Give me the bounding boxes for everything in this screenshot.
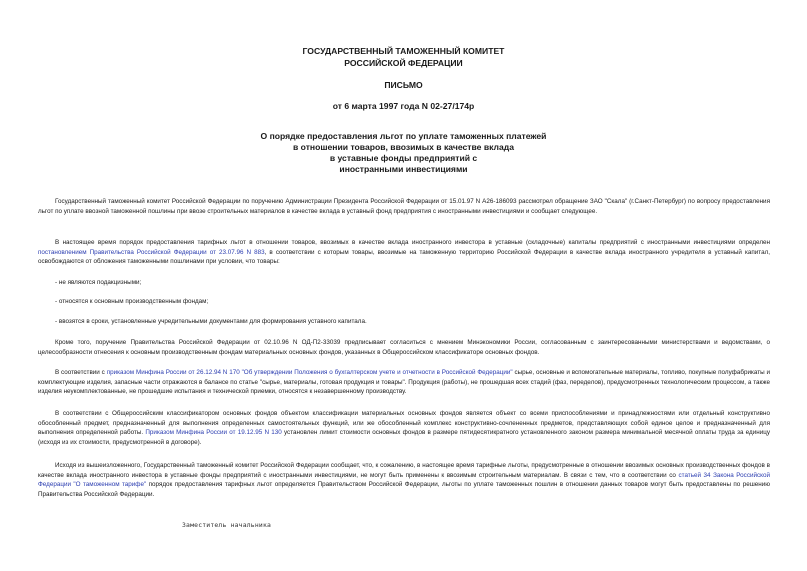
- document-title-line-4: иностранными инвестициями: [339, 164, 468, 174]
- paragraph-4-text-b: сырье, основные и вспомогательные материалы, топливо, покупные полуфабрикаты и комплектующие изделия, запасные части отражаются в балансе по статье "сырье, материалы, готовая продукция и товары". Продукция (работы), не прошедшая всех стадий (фаз, переделов), предусмотренных технологическим процессом, а также изделия неукомплектованные, не прошедшие испытания и технической приемки, относятся к незавершенному производству.: [38, 369, 771, 396]
- paragraph-2: [38, 238, 770, 267]
- document-date: от 6 марта 1997 года N 02-27/174р: [332, 101, 475, 111]
- paragraph-1: [38, 197, 770, 216]
- minfin-order-130-link[interactable]: Приказом Минфина России от 19.12.95 N 130: [145, 429, 282, 437]
- paragraph-3-text: Кроме того, поручение Правительства Российской Федерации от 02.10.96 N ОД-П2-33039 предписывает согласиться с мнением Минэкономики России, согласованным с заинтересованными министерствами и ведомствами, о целесообразности отнесения к основным производственным фондам материальных основных фондов, указанных в Общероссийском классификаторе основных фондов.: [38, 339, 770, 356]
- paragraph-4: [38, 368, 770, 397]
- paragraph-5-text-b: установлен лимит стоимости основных фондов в размере пятидесятикратного установленного законом размера минимальной месячной оплаты труда за единицу (исходя из их стоимости, предусмотренной в договоре).: [38, 429, 770, 446]
- document-type: ПИСЬМО: [384, 80, 423, 90]
- paragraph-1-text: Государственный таможенный комитет Российской Федерации по поручению Администрации Президента Российской Федерации от 15.01.97 N А26-186093 рассмотрел обращение ЗАО "Скала" (г.Санкт-Петербург) по вопросу предоставления льгот по уплате ввозной таможенной пошлины при ввозе строительных материалов в качестве вклада в уставный фонд предприятия с иностранными инвестициями и сообщает следующее.: [38, 198, 770, 215]
- issuer-line-1: ГОСУДАРСТВЕННЫЙ ТАМОЖЕННЫЙ КОМИТЕТ: [302, 46, 505, 56]
- customs-tariff-law-article-34-link[interactable]: статьей 34 Закона Российской Федерации "О таможенном тарифе": [38, 471, 770, 489]
- list-item-deadlines: [38, 317, 770, 327]
- paragraph-3: [38, 338, 770, 357]
- paragraph-2-text-b: , в соответствии с которым товары, ввозимые на таможенную территорию Российской Федерации в качестве вклада иностранного учредителя в уставный капитал, освобождаются от обложения таможенными пошлинами при условии, что товары:: [38, 248, 771, 266]
- government-decree-883-link[interactable]: постановлением Правительства Российской Федерации от 23.07.96 N 883: [38, 248, 265, 256]
- list-item-text: - не являются подакцизными;: [55, 279, 142, 286]
- list-item-text: - ввозятся в сроки, установленные учредительными документами для формирования уставного капитала.: [55, 318, 367, 325]
- paragraph-6-text-a: Исходя из вышеизложенного, Государственный таможенный комитет Российской Федерации сообщает, что, к сожалению, в настоящее время тарифные льготы, предусмотренные в отношении ввозимых основных производственных фондов в качестве вклада иностранного инвестора в уставные фонды предприятий с иностранными инвестициями, не могут быть применены к ввозимым строительным материалам. В связи с тем, что в соответствии со: [38, 462, 770, 479]
- paragraph-2-text-a: В настоящее время порядок предоставления тарифных льгот в отношении товаров, ввозимых в качестве вклада иностранного инвестора в уставные (складочные) капиталы предприятий с иностранными инвестициями определен: [55, 239, 770, 246]
- paragraph-4-text-a: В соответствии с: [55, 369, 107, 376]
- paragraph-5-text-a: В соответствии с Общероссийским классификатором основных фондов объектом классификации материальных основных фондов является объект со всеми приспособлениями и принадлежностями или отдельный конструктивно обособленный предмет, предназначенный для выполнения определенных самостоятельных функций, или же обособленный комплекс конструктивно-сочлененных предметов, представляющих собой единое целое и предназначенный для выполнения определенной работы.: [38, 410, 770, 437]
- paragraph-5: [38, 409, 770, 447]
- document-title-line-1: О порядке предоставления льгот по уплате таможенных платежей: [260, 131, 547, 141]
- document-title-line-2: в отношении товаров, ввозимых в качестве вклада: [293, 142, 514, 152]
- list-item-text: - относятся к основным производственным фондам;: [55, 298, 209, 305]
- minfin-order-170-link[interactable]: приказом Минфина России от 26.12.94 N 170 "Об утверждении Положения о бухгалтерском учете и отчетности в Российской Федерации": [106, 369, 513, 376]
- paragraph-6-text-b: порядок предоставления тарифных льгот определяется Правительством Российской Федерации, льготы по уплате таможенных пошлин в отношении данных товаров могут быть предоставлены по решению Правительства Российской Федерации.: [38, 481, 770, 498]
- issuer-line-2: РОССИЙСКОЙ ФЕДЕРАЦИИ: [344, 58, 463, 68]
- list-item-not-excisable: [38, 278, 770, 288]
- paragraph-6: [38, 461, 770, 499]
- signature-position: Заместитель начальника: [182, 521, 272, 529]
- document-title-line-3: в уставные фонды предприятий с: [329, 153, 478, 163]
- list-item-fixed-assets: [38, 297, 770, 307]
